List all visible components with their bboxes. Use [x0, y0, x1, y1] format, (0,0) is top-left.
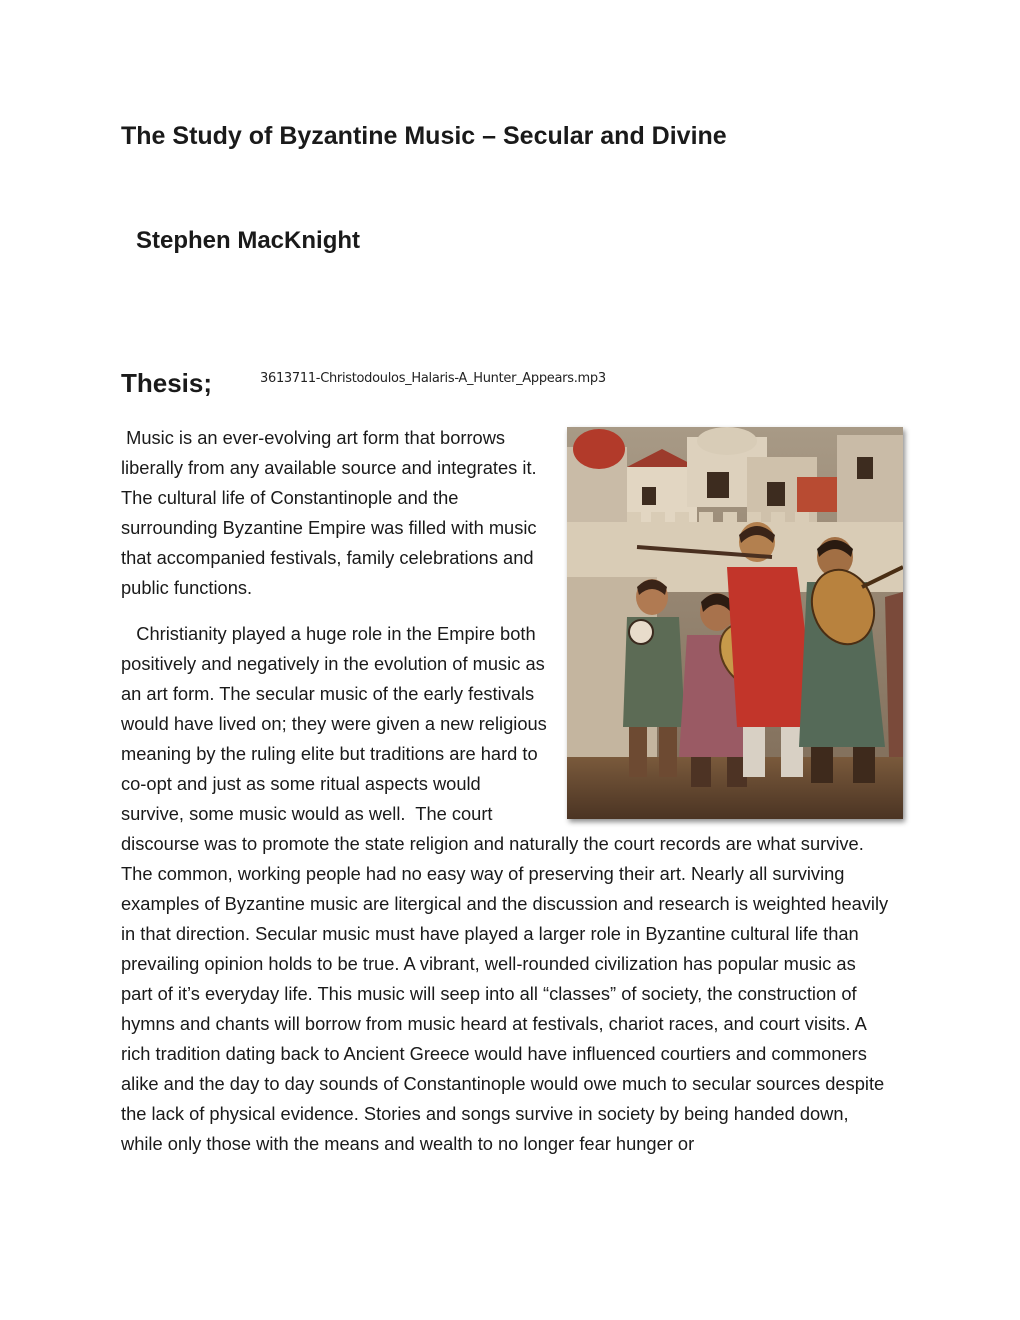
- fresco-illustration: [567, 427, 903, 819]
- thesis-heading: Thesis;: [121, 368, 213, 398]
- paragraph-1: Music is an ever-evolving art form that borrows liberally from any available source and integrates it. The cultural life of Constantinople and the surrounding Byzantine Empire was filled with music that accompanied festivals, family celebrations and public functions.: [121, 427, 542, 598]
- paragraph-2: Christianity played a huge role in the Empire both positively and negatively in the evolution of music as an art form. The secular music of the early festivals would have lived on; they were given a new religious meaning by the ruling elite but traditions are hard to co-opt and just as some ritual aspects would survive, some music would as well. The court discourse was to promote the state religion and naturally the court records are what survive. The common, working people had no easy way of preserving their art. Nearly all surviving examples of Byzantine music are litergical and the discussion and research is weighted heavily in that direction. Secular music must have played a larger role in Byzantine cultural life than prevailing opinion holds to be true. A vibrant, well-rounded civilization has popular music as part of it’s everyday life. This music will seep into all “classes” of society, the construction of hymns and chants will borrow from music heard at festivals, chariot races, and court visits. A rich tradition dating back to Ancient Greece would have influenced courtiers and commoners alike and the day to day sounds of Constantinople would owe much to secular sources despite the lack of physical evidence. Stories and songs survive in society by being handed down, while only those with the means and wealth to no longer fear hunger or: [121, 623, 894, 1154]
- body-text: [121, 423, 894, 1159]
- page-title: The Study of Byzantine Music – Secular and Divine: [121, 122, 727, 150]
- byzantine-musicians-fresco-image: [567, 427, 903, 819]
- audio-file-link[interactable]: 3613711-Christodoulos_Halaris-A_Hunter_Appears.mp3: [260, 371, 606, 386]
- author-name: Stephen MacKnight: [136, 227, 361, 254]
